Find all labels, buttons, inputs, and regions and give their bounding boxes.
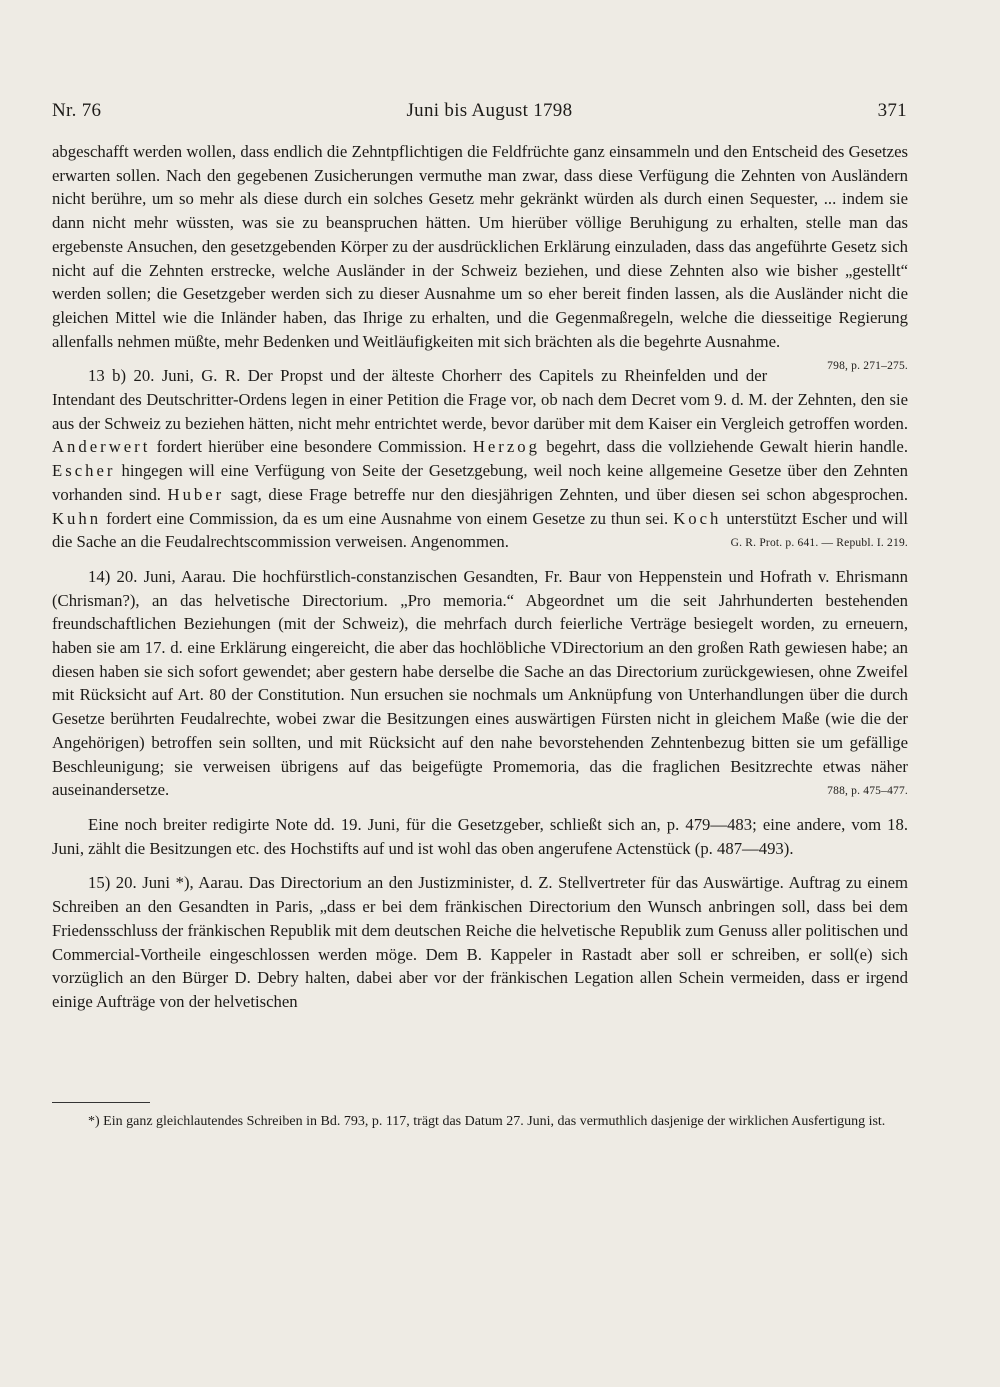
paragraph-continuation (52, 140, 908, 373)
entry-13b (52, 364, 908, 554)
document-number: Nr. 76 (52, 100, 102, 121)
entry-text: 15) 20. Juni *), Aarau. Das Directorium an den Justizminister, d. Z. Stellvertreter für das Auswärtige. Auftrag zu einem Schreiben an den Gesandten in Paris, „dass er bei dem fränkischen Directorium den Wunsch anbringen soll, dass bei dem Friedensschluss der fränkischen Republik mit dem deutschen Reiche die helvetische Republik zum Genuss aller politischen und Commercial-Vortheile eingeschlossen werden möge. Dem B. Kappeler in Rastadt aber soll er schreiben, er soll(e) sich vorzüglich an den Bürger D. Debry halten, dabei aber vor der fränkischen Legation allen Schein vermeiden, dass er irgend einige Aufträge von der helvetischen (52, 873, 908, 1011)
speaker-name: Kuhn (52, 508, 102, 528)
entry-15 (52, 871, 908, 1013)
source-reference: G. R. Prot. p. 641. — Republ. I. 219. (730, 537, 908, 550)
entry-text: hingegen will eine Verfügung von Seite der Gesetzgebung, weil noch keine allgemeine Gesetze über den Zehnten vorhanden sind. (52, 461, 909, 504)
note-paragraph (52, 813, 908, 860)
entry-text: begehrt, dass die vollziehende Gewalt hierin handle. (546, 437, 909, 457)
entry-text: unterstützt Escher und will die Sache an die Feudalrechtscommission verweisen. Angenommen. (52, 508, 909, 552)
entry-14 (52, 565, 908, 802)
source-reference: 798, p. 271–275. (827, 360, 908, 373)
running-header (52, 100, 907, 122)
page-number: 371 (877, 100, 907, 121)
source-reference: 788, p. 475–477. (827, 785, 908, 798)
entry-text: fordert eine Commission, da es um eine Ausnahme von einem Gesetze zu thun sei. (106, 508, 669, 528)
speaker-name: Anderwert (52, 437, 151, 457)
footnote-divider (52, 1102, 150, 1103)
speaker-name: Herzog (472, 437, 540, 457)
entry-text: 13 b) 20. Juni, G. R. Der Propst und der älteste Chorherr des Capitels zu Rheinfelden und der Intendant des Deutschritter-Ordens legen in einer Petition die Frage vor, ob nach dem Decret vom 9. d. M. der Zehnten, den sie aus der Schweiz zu beziehen hätten, nicht mehr entrichtet werde, bevor darüber mit dem Kaiser ein Vergleich getroffen worden. (52, 366, 908, 433)
header-title: Juni bis August 1798 (406, 100, 573, 121)
speaker-name: Koch (673, 508, 722, 528)
paragraph-text: abgeschafft werden wollen, dass endlich die Zehntpflichtigen die Feldfrüchte ganz einsammeln und den Entscheid des Gesetzes erwarten sollen. Nach den gegebenen Zusicherungen vermuthe man zwar, dass diese Verfügung die Zehnten von Ausländern nicht berühre, um so mehr als diese durch ein solches Gesetz mehr gekränkt würden als durch einen Sequester, ... indem sie dann nicht mehr wüssten, was sie zu beanspruchen hätten. Um hierüber völlige Beruhigung zu erhalten, stelle man das ergebenste Ansuchen, den gesetzgebenden Körper zu der ausdrücklichen Erklärung einzuladen, dass das angeführte Gesetz sich nicht auf die Zehnten erstrecke, welche Ausländer in der Schweiz beziehen, und diese Zehnten also wie bisher „gestellt“ werden sollen; die Gesetzgeber werden sich zu dieser Ausnahme um so eher bereit finden lassen, als die Ausländer nicht die gleichen Mittel wie die Inländer haben, das Ihrige zu erhalten, und die Gegenmaßregeln, welche die diesseitige Regierung allenfalls nehmen müßte, mehr Bedenken und Weitläufigkeiten mit sich brächten als die begehrte Ausnahme. (52, 142, 908, 351)
speaker-name: Escher (52, 461, 116, 481)
speaker-name: Huber (167, 484, 225, 504)
entry-text: 14) 20. Juni, Aarau. Die hochfürstlich-constanzischen Gesandten, Fr. Baur von Heppenstein und Hofrath v. Ehrismann (Chrisman?), an das helvetische Directorium. „Pro memoria.“ Abgeordnet um die seit Jahrhunderten bestehenden freundschaftlichen Beziehungen (mit der Schweiz), die mehrfach durch feierliche Verträge besiegelt worden, zu erneuern, haben sie am 17. d. eine Erklärung eingereicht, die aber das hochlöbliche VDirectorium an den großen Rath gewiesen habe; an diesen haben sie sich sofort gewendet; aber gestern habe derselbe die Sache an das Directorium zurückgewiesen, ohne Zweifel mit Rücksicht auf Art. 80 der Constitution. Nun ersuchen sie nochmals um Anknüpfung von Unterhandlungen über die durch Gesetze berührten Feudalrechte, wobei zwar die Besitzungen eines auswärtigen Fürsten nicht in gleichem Maße (wie die der Angehörigen) betroffen sein sollten, und mit Rücksicht auf den nahe bevorstehenden Zehntenbezug bitten sie um gefällige Beschleunigung; sie verweisen übrigens auf das beigefügte Promemoria, das die fraglichen Besitzrechte etwas näher auseinandersetze. (52, 566, 908, 800)
entry-text: fordert hierüber eine besondere Commission. (156, 437, 467, 457)
footnote: *) Ein ganz gleichlautendes Schreiben in Bd. 793, p. 117, trägt das Datum 27. Juni, das vermuthlich dasjenige der wirklichen Ausfertigung ist. (88, 1114, 886, 1129)
paragraph-text: Eine noch breiter redigirte Note dd. 19. Juni, für die Gesetzgeber, schließt sich an, p. 479—483; eine andere, vom 18. Juni, zählt die Besitzungen etc. des Hochstifts auf und ist wohl das oben angerufene Actenstück (p. 487—493). (52, 814, 908, 858)
entry-text: sagt, diese Frage betreffe nur den diesjährigen Zehnten, und über diesen sei schon abgesprochen. (230, 484, 909, 504)
main-text (52, 140, 908, 1014)
